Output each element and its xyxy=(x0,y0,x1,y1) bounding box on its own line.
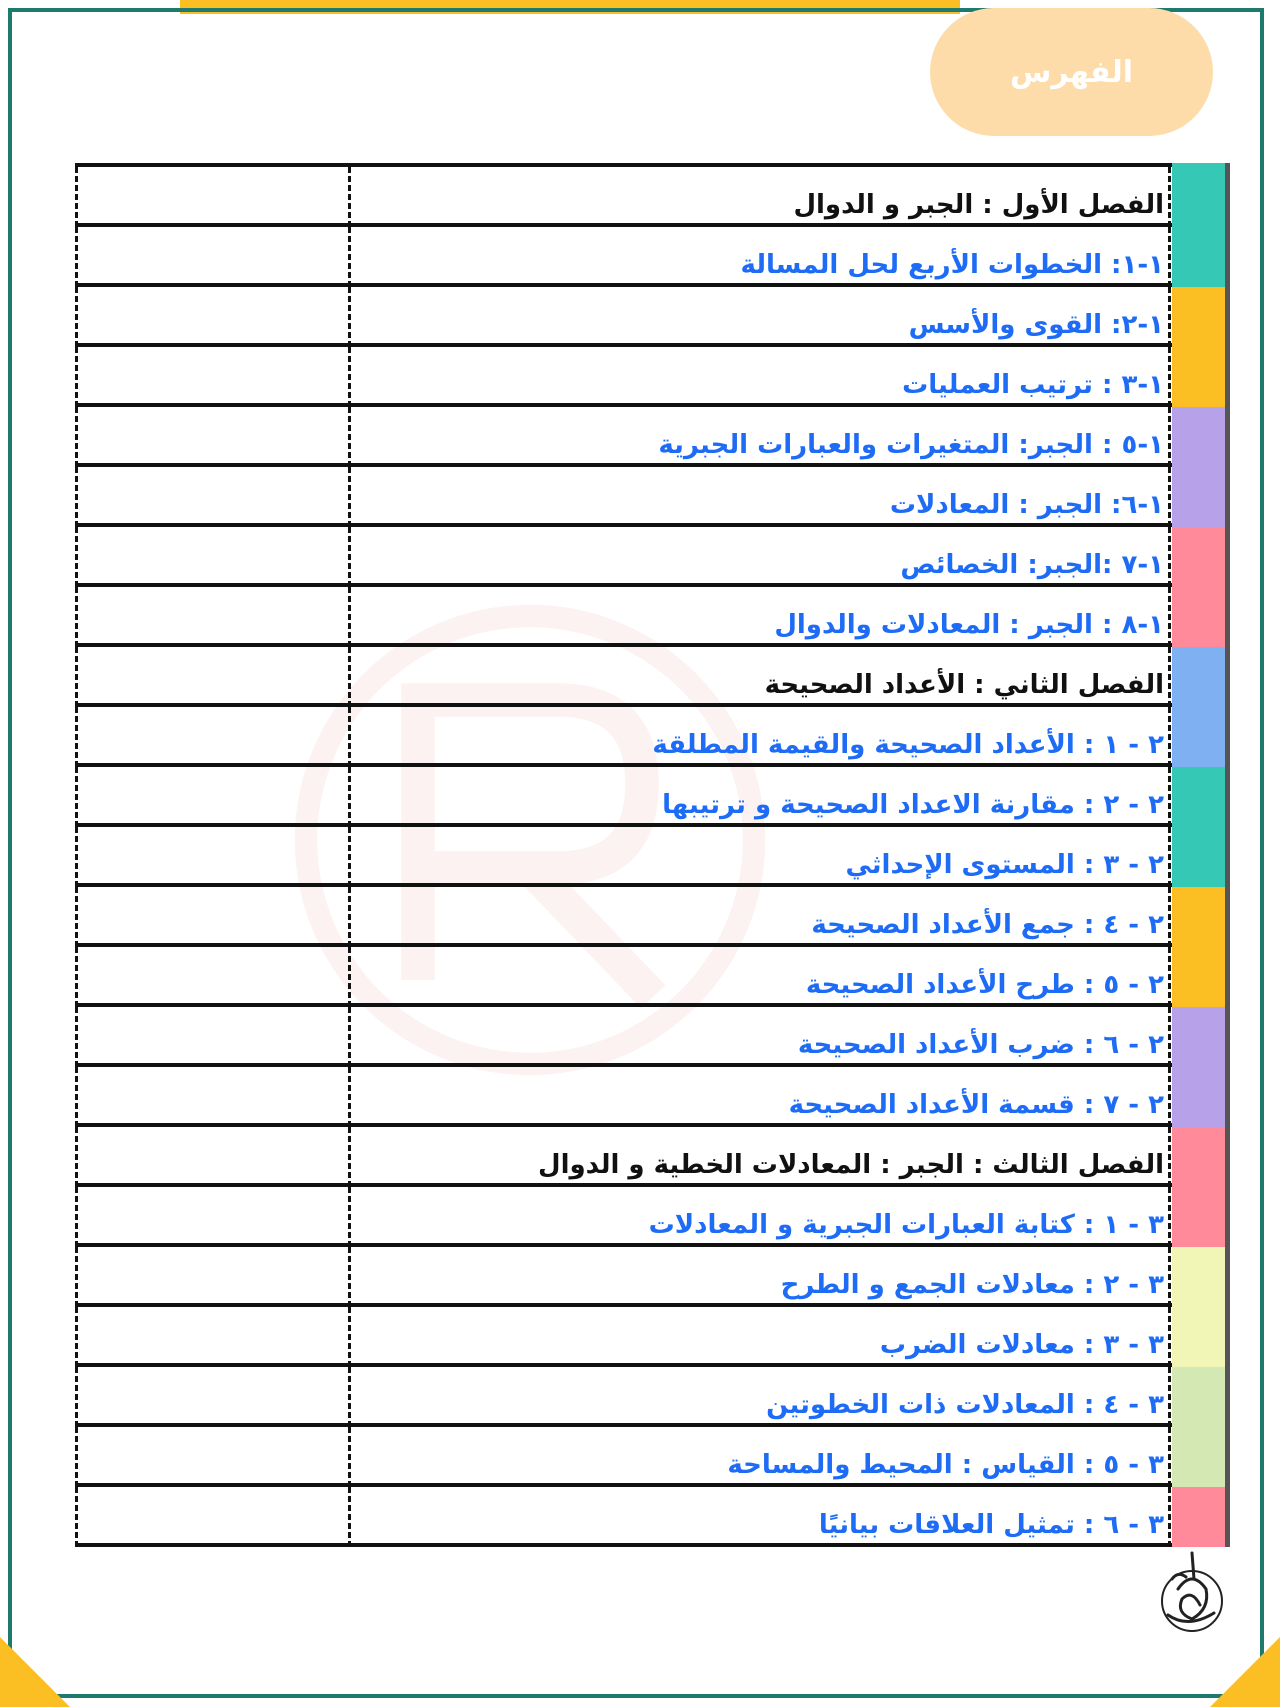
toc-row xyxy=(75,767,1230,827)
toc-row xyxy=(75,1067,1230,1127)
column-divider xyxy=(75,287,78,347)
corner-decoration-left xyxy=(0,1637,70,1707)
row-color-marker xyxy=(1172,1067,1230,1127)
index-title-badge xyxy=(930,8,1213,136)
column-divider xyxy=(1168,1247,1171,1307)
chapter-title: الفصل الثالث : الجبر : المعادلات الخطية و الدوال xyxy=(538,1150,1164,1180)
column-divider xyxy=(348,1427,351,1487)
column-divider xyxy=(75,947,78,1007)
column-divider xyxy=(1168,707,1171,767)
column-divider xyxy=(75,887,78,947)
toc-row xyxy=(75,347,1230,407)
lesson-title: ١-٨ : الجبر : المعادلات والدوال xyxy=(774,610,1164,640)
column-divider xyxy=(348,587,351,647)
page-title: الفهرس xyxy=(1009,54,1133,90)
column-divider xyxy=(75,707,78,767)
row-color-marker xyxy=(1172,1247,1230,1307)
row-color-marker xyxy=(1172,887,1230,947)
column-divider xyxy=(348,527,351,587)
toc-row xyxy=(75,1367,1230,1427)
column-divider xyxy=(1168,167,1171,227)
column-divider xyxy=(75,167,78,227)
column-divider xyxy=(1168,947,1171,1007)
row-color-marker xyxy=(1172,767,1230,827)
column-divider xyxy=(1168,1307,1171,1367)
toc-row xyxy=(75,707,1230,767)
lesson-title: ٣ - ٥ : القياس : المحيط والمساحة xyxy=(727,1450,1164,1480)
column-divider xyxy=(1168,1427,1171,1487)
row-color-marker xyxy=(1172,227,1230,287)
column-divider xyxy=(348,1007,351,1067)
column-divider xyxy=(75,1067,78,1127)
column-divider xyxy=(348,287,351,347)
row-color-marker xyxy=(1172,1307,1230,1367)
row-color-marker xyxy=(1172,1127,1230,1187)
column-divider xyxy=(348,767,351,827)
toc-row xyxy=(75,287,1230,347)
lesson-title: ١-٧ :الجبر: الخصائص xyxy=(900,550,1164,580)
column-divider xyxy=(348,1307,351,1367)
row-color-marker xyxy=(1172,287,1230,347)
column-divider xyxy=(1168,407,1171,467)
column-divider xyxy=(348,1187,351,1247)
column-divider xyxy=(75,227,78,287)
column-divider xyxy=(348,647,351,707)
toc-row xyxy=(75,647,1230,707)
column-divider xyxy=(75,1187,78,1247)
toc-row xyxy=(75,827,1230,887)
toc-row xyxy=(75,227,1230,287)
column-divider xyxy=(1168,1187,1171,1247)
toc-row xyxy=(75,1247,1230,1307)
row-color-marker xyxy=(1172,1187,1230,1247)
toc-row xyxy=(75,1307,1230,1367)
chapter-title: الفصل الثاني : الأعداد الصحيحة xyxy=(764,670,1164,700)
row-color-marker xyxy=(1172,1367,1230,1427)
column-divider xyxy=(348,407,351,467)
row-color-marker xyxy=(1172,347,1230,407)
column-divider xyxy=(1168,347,1171,407)
column-divider xyxy=(348,707,351,767)
column-divider xyxy=(348,467,351,527)
column-divider xyxy=(1168,767,1171,827)
lesson-title: ١-٢: القوى والأسس xyxy=(908,310,1164,340)
column-divider xyxy=(348,827,351,887)
column-divider xyxy=(348,1247,351,1307)
row-color-marker xyxy=(1172,947,1230,1007)
column-divider xyxy=(348,1367,351,1427)
column-divider xyxy=(75,1487,78,1547)
column-divider xyxy=(348,1067,351,1127)
row-color-marker xyxy=(1172,707,1230,767)
table-of-contents xyxy=(75,163,1230,1547)
lesson-title: ١-٥ : الجبر: المتغيرات والعبارات الجبرية xyxy=(658,430,1164,460)
column-divider xyxy=(1168,587,1171,647)
lesson-title: ١-٣ : ترتيب العمليات xyxy=(902,370,1164,400)
column-divider xyxy=(1168,527,1171,587)
corner-decoration-right xyxy=(1210,1637,1280,1707)
column-divider xyxy=(1168,1007,1171,1067)
toc-row xyxy=(75,467,1230,527)
row-color-marker xyxy=(1172,163,1230,227)
lesson-title: ٢ - ٥ : طرح الأعداد الصحيحة xyxy=(805,970,1164,1000)
column-divider xyxy=(75,1307,78,1367)
signature-logo-icon xyxy=(1148,1549,1230,1643)
toc-row xyxy=(75,887,1230,947)
lesson-title: ٣ - ٣ : معادلات الضرب xyxy=(879,1330,1164,1360)
column-divider xyxy=(75,647,78,707)
column-divider xyxy=(1168,827,1171,887)
column-divider xyxy=(75,1367,78,1427)
lesson-title: ٢ - ٦ : ضرب الأعداد الصحيحة xyxy=(797,1030,1164,1060)
column-divider xyxy=(75,527,78,587)
toc-row xyxy=(75,1487,1230,1547)
column-divider xyxy=(1168,647,1171,707)
column-divider xyxy=(1168,1067,1171,1127)
lesson-title: ٢ - ٧ : قسمة الأعداد الصحيحة xyxy=(788,1090,1164,1120)
toc-row xyxy=(75,587,1230,647)
column-divider xyxy=(348,887,351,947)
row-color-marker xyxy=(1172,1427,1230,1487)
toc-row xyxy=(75,1127,1230,1187)
column-divider xyxy=(75,827,78,887)
lesson-title: ٢ - ٣ : المستوى الإحداثي xyxy=(845,850,1164,880)
row-color-marker xyxy=(1172,467,1230,527)
lesson-title: ٢ - ٤ : جمع الأعداد الصحيحة xyxy=(811,910,1164,940)
column-divider xyxy=(75,467,78,527)
column-divider xyxy=(75,407,78,467)
toc-row xyxy=(75,527,1230,587)
row-color-marker xyxy=(1172,587,1230,647)
column-divider xyxy=(348,1127,351,1187)
toc-row xyxy=(75,407,1230,467)
column-divider xyxy=(1168,1487,1171,1547)
chapter-title: الفصل الأول : الجبر و الدوال xyxy=(793,190,1164,220)
row-color-marker xyxy=(1172,1487,1230,1547)
row-color-marker xyxy=(1172,647,1230,707)
column-divider xyxy=(75,1127,78,1187)
toc-row xyxy=(75,1007,1230,1067)
row-color-marker xyxy=(1172,527,1230,587)
column-divider xyxy=(75,1007,78,1067)
lesson-title: ٣ - ٦ : تمثيل العلاقات بيانيًا xyxy=(818,1510,1164,1540)
lesson-title: ٣ - ٤ : المعادلات ذات الخطوتين xyxy=(766,1390,1164,1420)
lesson-title: ٢ - ١ : الأعداد الصحيحة والقيمة المطلقة xyxy=(652,730,1164,760)
column-divider xyxy=(75,1247,78,1307)
column-divider xyxy=(1168,1367,1171,1427)
lesson-title: ٣ - ١ : كتابة العبارات الجبرية و المعادلات xyxy=(648,1210,1164,1240)
column-divider xyxy=(348,227,351,287)
column-divider xyxy=(348,167,351,227)
toc-row xyxy=(75,947,1230,1007)
column-divider xyxy=(348,947,351,1007)
row-color-marker xyxy=(1172,827,1230,887)
toc-row xyxy=(75,1427,1230,1487)
lesson-title: ٣ - ٢ : معادلات الجمع و الطرح xyxy=(780,1270,1164,1300)
column-divider xyxy=(1168,287,1171,347)
lesson-title: ٢ - ٢ : مقارنة الاعداد الصحيحة و ترتيبها xyxy=(662,790,1164,820)
column-divider xyxy=(75,1427,78,1487)
column-divider xyxy=(1168,1127,1171,1187)
column-divider xyxy=(348,347,351,407)
column-divider xyxy=(1168,887,1171,947)
toc-row xyxy=(75,163,1230,227)
row-color-marker xyxy=(1172,407,1230,467)
lesson-title: ١-١: الخطوات الأربع لحل المسالة xyxy=(740,250,1164,280)
column-divider xyxy=(75,587,78,647)
lesson-title: ١-٦: الجبر : المعادلات xyxy=(889,490,1164,520)
column-divider xyxy=(1168,467,1171,527)
column-divider xyxy=(348,1487,351,1547)
column-divider xyxy=(75,347,78,407)
toc-row xyxy=(75,1187,1230,1247)
column-divider xyxy=(1168,227,1171,287)
column-divider xyxy=(75,767,78,827)
row-color-marker xyxy=(1172,1007,1230,1067)
